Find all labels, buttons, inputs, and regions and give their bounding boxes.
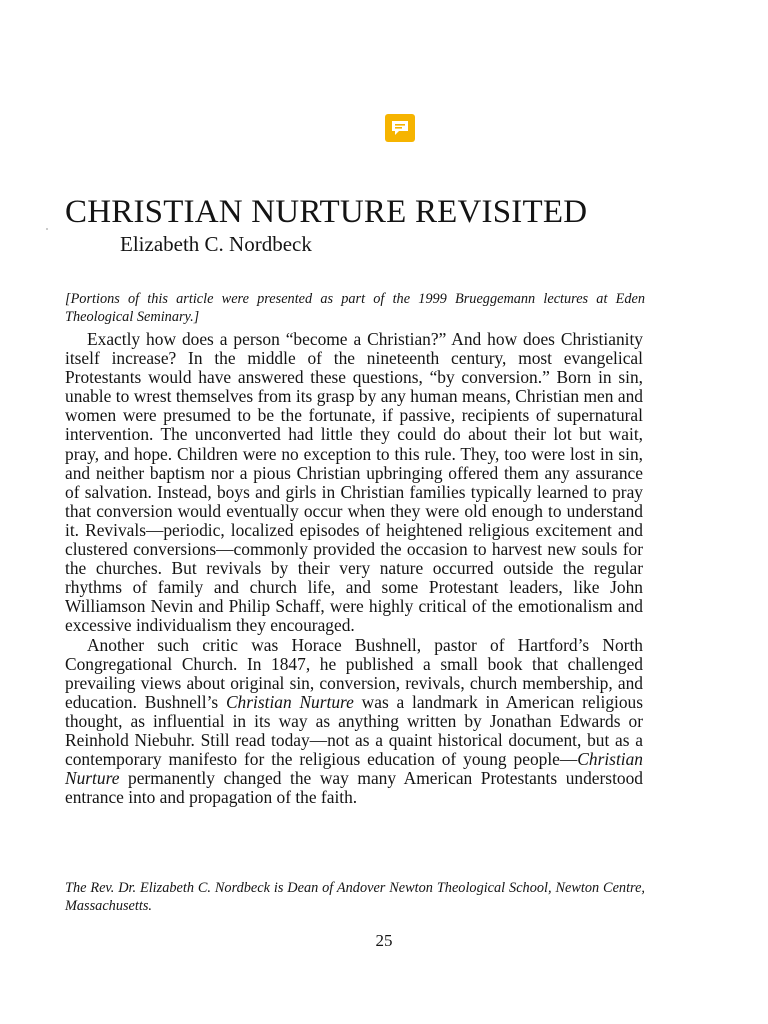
- speech-bubble-icon: [391, 120, 409, 136]
- article-author: Elizabeth C. Nordbeck: [120, 232, 312, 256]
- article-note: [Portions of this article were presented as part of the 1999 Brueggemann lectures at Eden Theological Seminary.]: [65, 291, 645, 325]
- author-footnote: The Rev. Dr. Elizabeth C. Nordbeck is Dean of Andover Newton Theological School, Newton Centre, Massachusetts.: [65, 880, 645, 914]
- book-title-christian-nurture-2: Christian Nurture: [65, 749, 643, 789]
- comment-icon[interactable]: [385, 114, 415, 142]
- article-body: [65, 330, 643, 807]
- paragraph-2-text-b: was a landmark in American religious thought, as influential in its way as anything written by Jonathan Edwards or Reinhold Niebuhr. Still read today—not as a quaint historical document, but as a contemporary manifesto for the religious education of young people—: [65, 691, 644, 770]
- paragraph-2-text-c: permanently changed the way many American Protestants understood entrance into and propagation of the faith.: [65, 768, 643, 808]
- paragraph-2-text-a: Another such critic was Horace Bushnell, pastor of Hartford’s North Congregational Church. In 1847, he published a small book that challenged prevailing views about original sin, conversion, revivals, church membership, and education. Bushnell’s: [65, 634, 643, 712]
- body-paragraph-2: [65, 636, 643, 808]
- book-title-christian-nurture: Christian Nurture: [225, 691, 354, 712]
- scan-speck: [46, 228, 48, 230]
- article-title: CHRISTIAN NURTURE REVISITED: [65, 194, 588, 230]
- page-number: 25: [375, 931, 393, 950]
- body-paragraph-1: Exactly how does a person “become a Christian?” And how does Christianity itself increase? In the middle of the nineteenth century, most evangelical Protestants would have answered these questions, “by conversion.” Born in sin, unable to wrest themselves from its grasp by any human means, Christian men and women were presumed to be the fortunate, if passive, recipients of supernatural intervention. The unconverted had little they could do about their lot but wait, pray, and hope. Children were no exception to this rule. They, too were lost in sin, and neither baptism nor a pious Christian upbringing offered them any assurance of salvation. Instead, boys and girls in Christian families typically learned to pray that conversion would eventually occur when they were old enough to understand it. Revivals—periodic, localized episodes of heightened religious excitement and clustered conversions—commonly provided the occasion to harvest new souls for the churches. But revivals by their very nature occurred outside the regular rhythms of family and church life, and some Protestant leaders, like John Williamson Nevin and Philip Schaff, were highly critical of the emotionalism and excessive individualism they encouraged.: [65, 329, 643, 636]
